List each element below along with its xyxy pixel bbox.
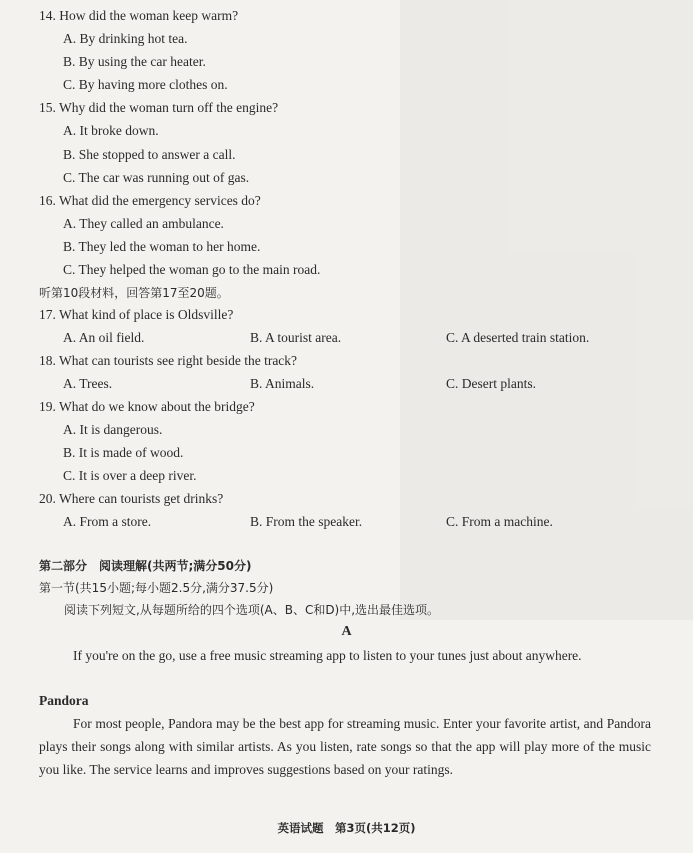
question-15-option-a: A. It broke down.: [63, 123, 159, 138]
question-14-option-a: A. By drinking hot tea.: [63, 31, 188, 46]
question-20-option-b: B. From the speaker.: [250, 514, 363, 529]
question-14-option-c: C. By having more clothes on.: [63, 77, 228, 92]
question-16-option-b: B. They led the woman to her home.: [63, 239, 261, 254]
passage-letter: A: [341, 624, 352, 639]
question-17-option-b: B. A tourist area.: [250, 330, 342, 345]
listening-instruction: 听第10段材料，回答第17至20题。: [39, 286, 229, 300]
question-18-option-c: C. Desert plants.: [446, 376, 536, 391]
question-16-option-c: C. They helped the woman go to the main road.: [63, 262, 321, 277]
question-19-option-b: B. It is made of wood.: [63, 445, 184, 460]
question-18-option-b: B. Animals.: [250, 376, 315, 391]
question-19-option-a: A. It is dangerous.: [63, 422, 163, 437]
question-15-option-b: B. She stopped to answer a call.: [63, 147, 236, 162]
reading-instruction: 阅读下列短文,从每题所给的四个选项(A、B、C和D)中,选出最佳选项。: [64, 603, 440, 617]
pandora-heading: Pandora: [39, 693, 89, 708]
question-18-stem: 18. What can tourists see right beside the track?: [39, 353, 298, 368]
question-18-option-a: A. Trees.: [63, 376, 113, 391]
question-15-stem: 15. Why did the woman turn off the engine?: [39, 100, 279, 115]
question-16-option-a: A. They called an ambulance.: [63, 216, 224, 231]
part-two-title: 第二部分 阅读理解(共两节;满分50分): [39, 559, 252, 573]
question-19-stem: 19. What do we know about the bridge?: [39, 399, 255, 414]
question-20-stem: 20. Where can tourists get drinks?: [39, 491, 224, 506]
question-17-option-a: A. An oil field.: [63, 330, 145, 345]
question-20-option-a: A. From a store.: [63, 514, 152, 529]
question-19-option-c: C. It is over a deep river.: [63, 468, 197, 483]
question-15-option-c: C. The car was running out of gas.: [63, 170, 250, 185]
question-17-option-c: C. A deserted train station.: [446, 330, 590, 345]
page-footer: 英语试题 第3页(共12页): [277, 821, 416, 835]
question-17-stem: 17. What kind of place is Oldsville?: [39, 307, 234, 322]
question-14-option-b: B. By using the car heater.: [63, 54, 206, 69]
question-16-stem: 16. What did the emergency services do?: [39, 193, 261, 208]
passage-intro: If you're on the go, use a free music streaming app to listen to your tunes just about anywhere.: [73, 648, 582, 663]
pandora-paragraph: For most people, Pandora may be the best app for streaming music. Enter your favorite artist, and Pandora plays their songs along with similar artists. As you listen, rate songs so that the app will play more of the music you like. The service learns and improves suggestions based on your ratings.: [39, 716, 651, 777]
section-one-title: 第一节(共15小题;每小题2.5分,满分37.5分): [39, 581, 274, 595]
question-20-option-c: C. From a machine.: [446, 514, 553, 529]
question-14-stem: 14. How did the woman keep warm?: [39, 8, 239, 23]
